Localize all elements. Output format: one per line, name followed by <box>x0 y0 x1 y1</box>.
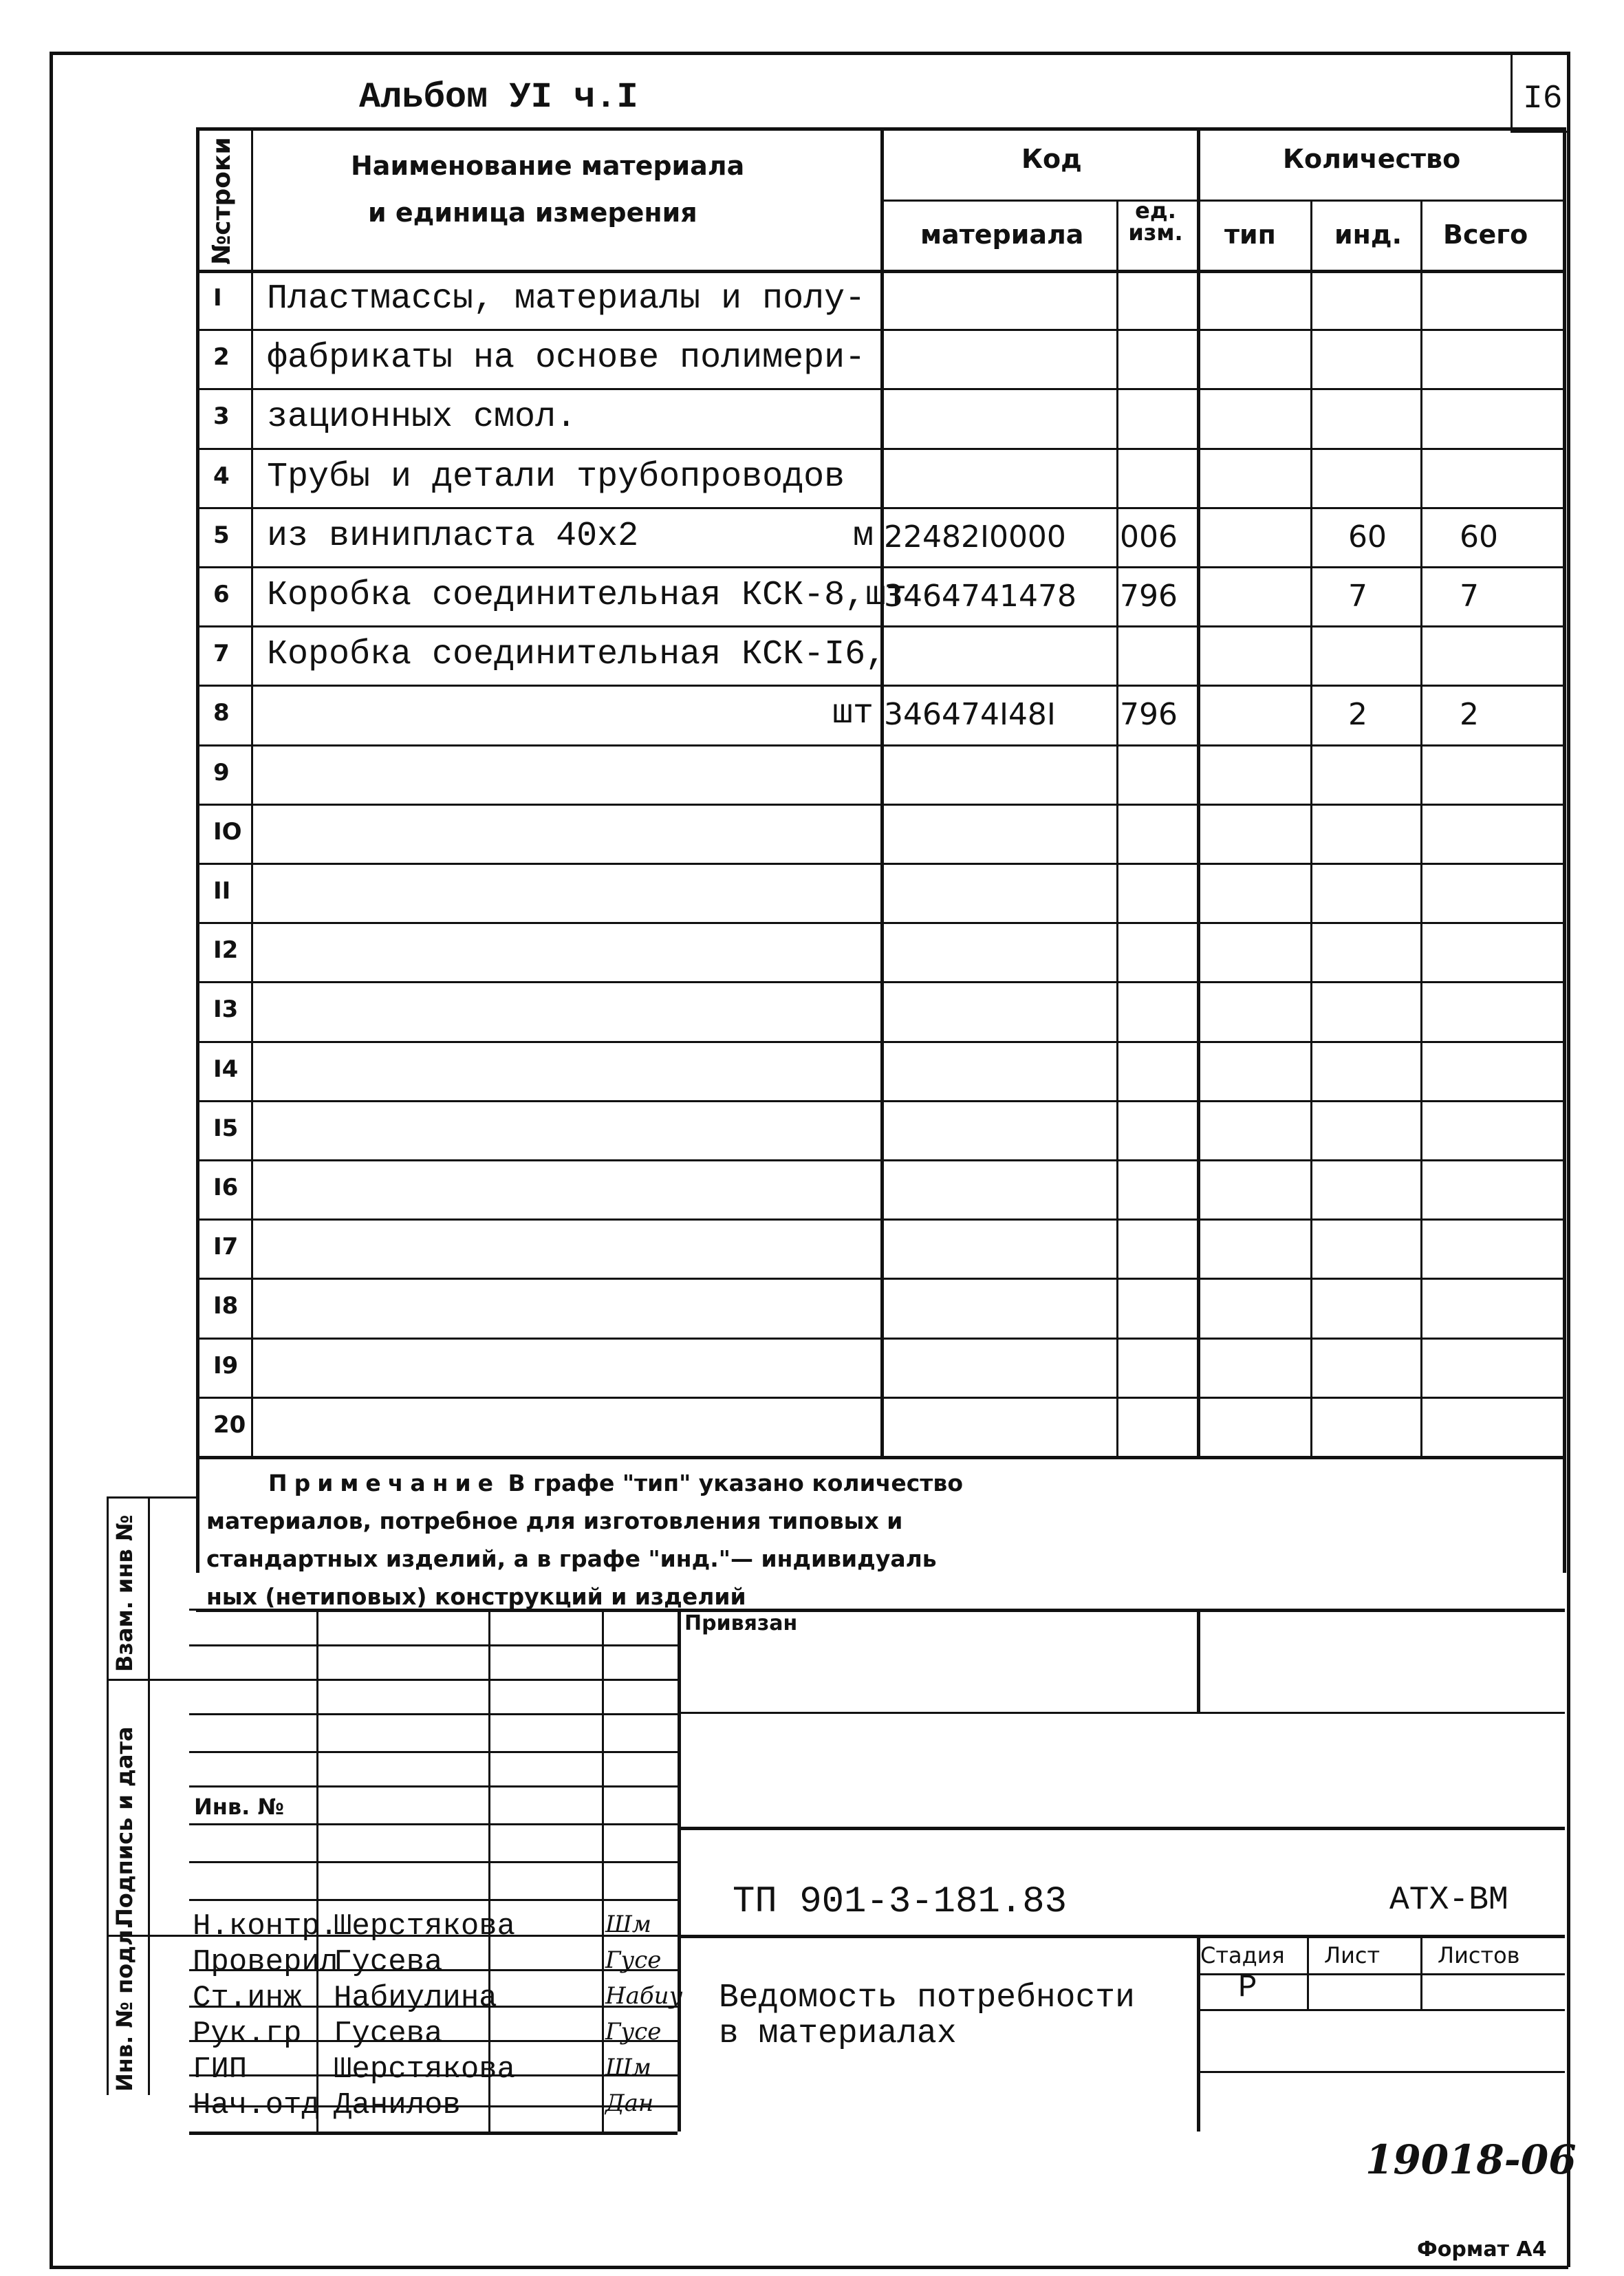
row-number: I8 <box>213 1292 239 1320</box>
signer-role: Проверил <box>193 1945 338 1979</box>
material-name: Трубы и детали трубопроводов <box>267 457 845 497</box>
table-rule <box>196 1041 1563 1043</box>
qty-ind: 60 <box>1348 519 1387 555</box>
signer-role: Н.контр. <box>193 1909 338 1944</box>
doc-code: ТП 901-3-181.83 <box>733 1881 1068 1923</box>
stamp-rule <box>189 2132 678 2135</box>
code-material-header: материала <box>920 219 1084 250</box>
stamp-rule <box>189 1679 678 1681</box>
stamp-rule <box>189 1751 678 1753</box>
privyazan-label: Привязан <box>684 1611 798 1635</box>
row-number: I9 <box>213 1351 239 1379</box>
table-rule <box>196 507 1563 509</box>
row-number: IO <box>213 817 242 846</box>
table-rule <box>196 329 1563 331</box>
table-rule <box>1310 200 1312 1456</box>
row-number: 20 <box>213 1410 246 1439</box>
page-number: I6 <box>1523 80 1563 118</box>
name-header-line2: и единица измерения <box>368 197 697 228</box>
unit-code: 796 <box>1120 579 1178 614</box>
material-code: 3464741478 <box>884 579 1076 614</box>
row-number: I2 <box>213 936 239 965</box>
note-line1: В графе "тип" указано количество <box>508 1470 963 1496</box>
qty-total: 2 <box>1460 697 1479 733</box>
doc-title-line2: в материалах <box>719 2015 957 2052</box>
note-block <box>206 1464 963 1615</box>
mark: АТХ-ВМ <box>1389 1882 1508 1919</box>
margin-col-left <box>107 1496 109 2095</box>
stage-label: Стадия <box>1200 1942 1285 1968</box>
table-rule <box>196 1278 1563 1280</box>
stamp-rule <box>316 1609 318 2132</box>
material-code: 22482I0000 <box>884 519 1066 555</box>
stamp-rule <box>189 1861 678 1863</box>
table-rule <box>880 200 1563 202</box>
material-name: Коробка соединительная КСК-I6, <box>267 635 887 675</box>
stamp-rule <box>678 1827 1565 1830</box>
signer-role: ГИП <box>193 2052 248 2087</box>
doc-title-line1: Ведомость потребности <box>719 1979 1135 2017</box>
table-rule <box>1116 200 1118 1456</box>
margin-top <box>107 1496 196 1499</box>
signer-name: Данилов <box>334 2088 461 2123</box>
note-line2: материалов, потребное для изготовления типовых и <box>206 1507 903 1534</box>
table-rule <box>196 981 1563 983</box>
row-number: 6 <box>213 581 230 608</box>
table-rule <box>1563 127 1566 1573</box>
signature: Набиу <box>605 1982 683 2010</box>
sheets-label: Листов <box>1438 1942 1520 1968</box>
row-number: I4 <box>213 1055 239 1083</box>
table-rule <box>251 127 253 1456</box>
qty-total-header: Всего <box>1443 219 1528 250</box>
table-rule <box>196 685 1563 687</box>
table-rule <box>196 922 1563 924</box>
inv-podl-label: Инв. № подл. <box>111 1921 138 2092</box>
row-number: I6 <box>213 1174 239 1201</box>
unit-code: 006 <box>1120 519 1178 555</box>
note-line4: ных (нетиповых) конструкций и изделий <box>206 1583 746 1610</box>
margin-sep <box>107 1679 196 1681</box>
qty-type-header: тип <box>1224 219 1276 250</box>
note-title: Примечание <box>268 1470 500 1496</box>
table-rule <box>196 448 1563 450</box>
material-name: из винипласта 40х2 <box>267 516 639 556</box>
qty-ind: 7 <box>1348 579 1367 614</box>
signature: Шм <box>605 1911 651 1938</box>
signer-role: Нач.отд <box>193 2088 320 2123</box>
table-rule <box>196 127 1563 131</box>
signer-name: Шерстякова <box>334 2052 516 2087</box>
unit-code: 796 <box>1120 697 1178 733</box>
signer-name: Шерстякова <box>334 1909 516 1944</box>
note-line3: стандартных изделий, а в графе "инд."— индивидуаль <box>206 1545 937 1572</box>
table-rule <box>196 1397 1563 1399</box>
material-name: Пластмассы, материалы и полу- <box>267 279 866 319</box>
frame-bottom <box>50 2266 1568 2269</box>
stamp-rule <box>678 1609 681 2132</box>
frame-right <box>1567 52 1570 2267</box>
stage-value: Р <box>1238 1970 1257 2006</box>
table-rule <box>196 1159 1563 1161</box>
code-header: Код <box>1021 144 1082 174</box>
table-rule <box>196 127 199 1573</box>
table-rule <box>196 1456 1563 1459</box>
qty-total: 60 <box>1460 519 1498 555</box>
page-number-box-border <box>1511 52 1513 131</box>
table-rule <box>196 1100 1563 1102</box>
stamp-rule <box>189 1823 678 1825</box>
qty-ind-header: инд. <box>1334 219 1403 250</box>
stamp-rule <box>1307 1935 1309 2009</box>
handwritten-number: 19018-06 <box>1365 2136 1577 2183</box>
vzam-label: Взам. инв № <box>111 1514 138 1672</box>
qty-total: 7 <box>1460 579 1479 614</box>
material-unit: шт <box>832 694 874 734</box>
row-number: I <box>213 284 222 312</box>
stamp-rule <box>602 1609 604 2132</box>
table-rule <box>1420 200 1422 1456</box>
table-rule <box>196 804 1563 806</box>
row-number-header: №строки <box>208 137 236 265</box>
signer-role: Ст.инж <box>193 1981 302 2015</box>
page-number-box-border <box>1511 131 1568 133</box>
table-rule <box>196 388 1563 390</box>
table-rule <box>880 127 884 1456</box>
stamp-rule <box>1197 2009 1565 2011</box>
quantity-header: Количество <box>1283 144 1461 174</box>
code-unit-header: ед. изм. <box>1128 197 1183 246</box>
table-rule <box>1197 127 1200 1456</box>
stamp-rule <box>1420 1935 1422 2009</box>
margin-col-right <box>148 1496 150 2095</box>
material-name: фабрикаты на основе полимери- <box>267 339 866 378</box>
stamp-rule <box>189 1785 678 1787</box>
podpis-label: Подпись и дата <box>111 1726 138 1926</box>
table-rule <box>196 863 1563 865</box>
stamp-rule <box>189 1609 678 1611</box>
signature: Дан <box>605 2090 654 2117</box>
stamp-rule <box>189 1713 678 1715</box>
material-name: зационных смол. <box>267 398 577 438</box>
inv-no-label: Инв. № <box>194 1794 284 1820</box>
table-rule <box>196 1218 1563 1221</box>
material-name: Коробка соединительная КСК-8,шт <box>267 576 907 615</box>
name-header-line1: Наименование материала <box>351 151 745 181</box>
table-rule <box>196 566 1563 568</box>
album-title: Альбом УI ч.I <box>359 77 638 118</box>
stamp-rule <box>678 1935 1565 1938</box>
table-rule <box>196 625 1563 627</box>
stamp-rule <box>189 1899 678 1901</box>
signature: Гусе <box>605 2018 662 2046</box>
material-unit: м <box>852 516 874 556</box>
row-number: 8 <box>213 699 230 727</box>
row-number: I5 <box>213 1114 239 1142</box>
stamp-rule <box>1197 2071 1565 2073</box>
table-rule <box>196 1338 1563 1340</box>
signature: Шм <box>605 2054 651 2081</box>
signer-name: Гусева <box>334 1945 443 1979</box>
table-rule <box>196 270 1563 273</box>
row-number: I3 <box>213 996 239 1024</box>
row-number: II <box>213 877 231 905</box>
stamp-rule <box>678 1712 1565 1714</box>
frame-left <box>50 52 53 2267</box>
row-number: 9 <box>213 758 230 786</box>
stamp-rule <box>189 1644 678 1646</box>
row-number: 4 <box>213 462 230 490</box>
signer-name: Гусева <box>334 2017 443 2051</box>
row-number: 5 <box>213 521 230 549</box>
row-number: 2 <box>213 343 230 372</box>
frame-top <box>50 52 1568 55</box>
row-number: 3 <box>213 402 230 431</box>
sheet-label: Лист <box>1324 1942 1381 1968</box>
table-rule <box>196 744 1563 747</box>
format-label: Формат А4 <box>1417 2237 1547 2262</box>
signer-name: Набиулина <box>334 1981 497 2015</box>
row-number: 7 <box>213 640 230 668</box>
signature: Гусе <box>605 1946 662 1974</box>
signer-role: Рук.гр <box>193 2017 302 2051</box>
material-code: 346474I48I <box>884 697 1056 733</box>
row-number: I7 <box>213 1233 239 1261</box>
qty-ind: 2 <box>1348 697 1367 733</box>
stamp-rule <box>1197 1609 1200 1712</box>
